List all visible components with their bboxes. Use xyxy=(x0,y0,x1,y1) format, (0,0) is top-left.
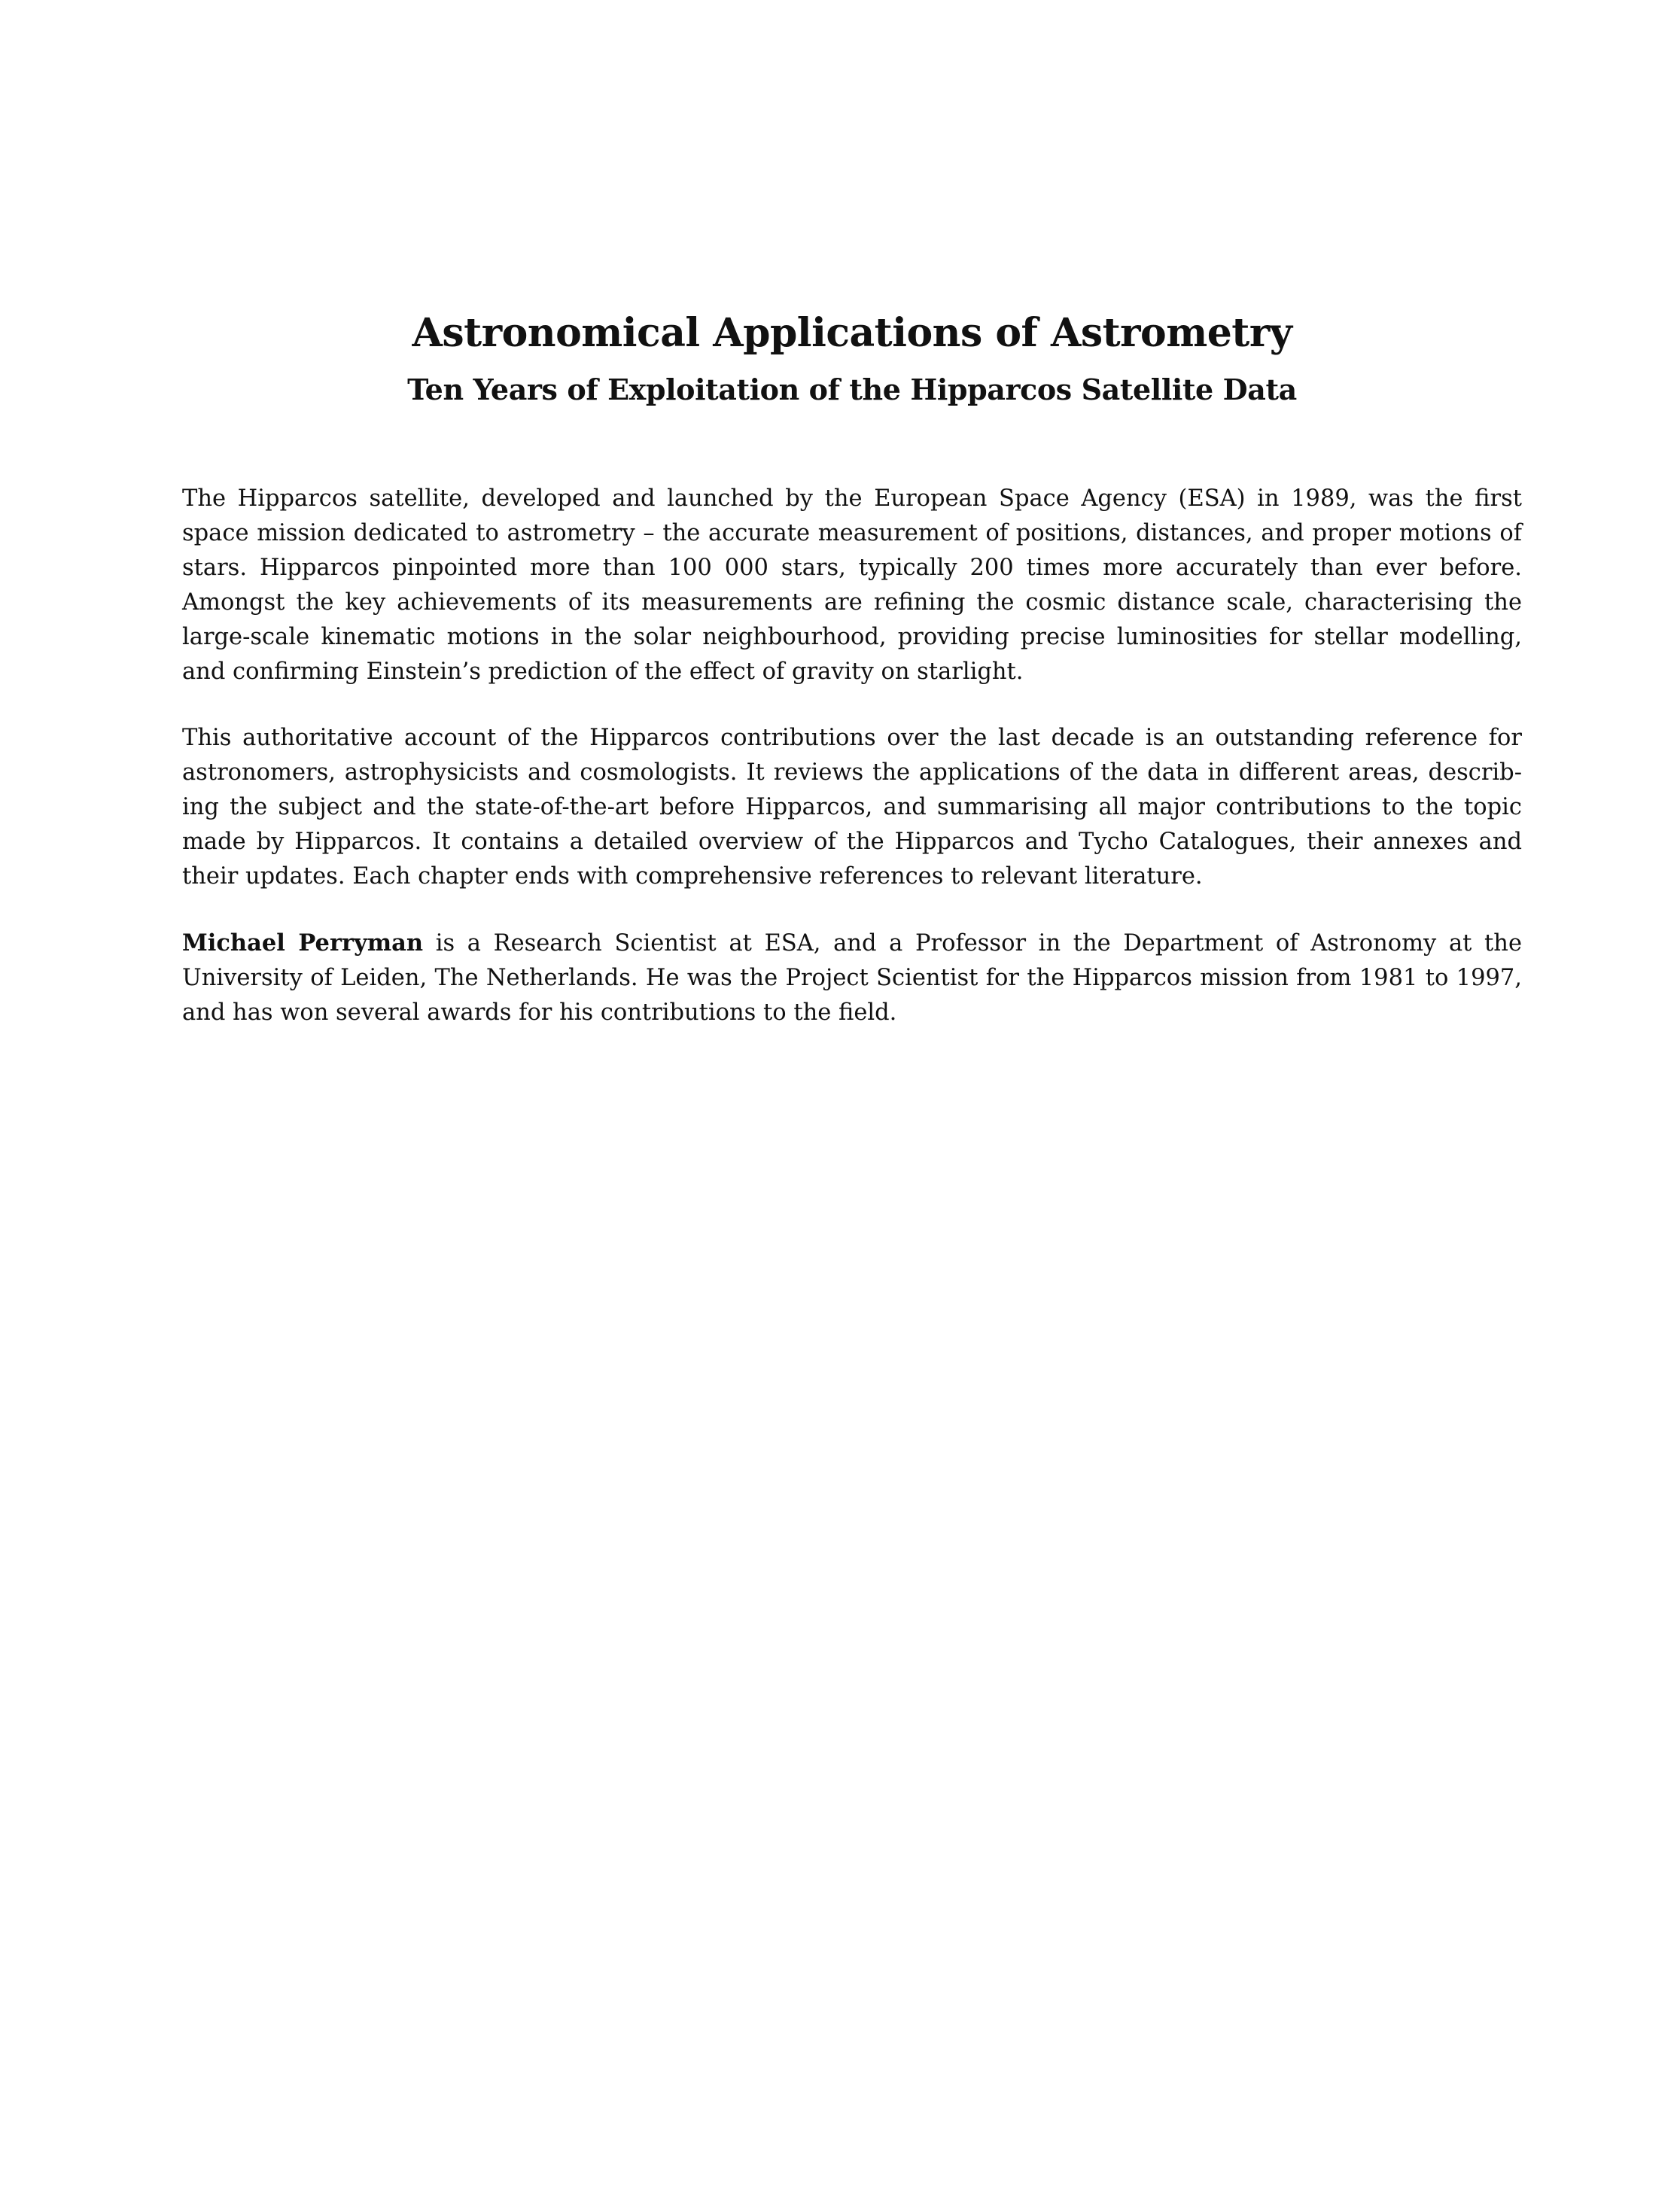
author-name: Michael Perryman xyxy=(182,929,424,957)
description-paragraph-2: This authoritative account of the Hipparcos contributions over the last decade is an outstanding reference for astronomers, astrophysicists and cosmologists. It reviews the applications of the data in different areas, describing the subject and the state-of-the-art before Hipparcos, and summarising all major contributions to the topic made by Hipparcos. It contains a detailed overview of the Hipparcos and Tycho Catalogues, their annexes and their updates. Each chapter ends with comprehensive references to relevant literature. xyxy=(182,725,1522,890)
book-subtitle: Ten Years of Exploitation of the Hipparcos Satellite Data xyxy=(407,373,1297,406)
author-bio: is a Research Scientist at ESA, and a Professor in the Department of Astronomy at the University of Leiden, The Netherlands. He was the Project Scientist for the Hipparcos mission from 1981 to 1997, and has won several awards for his contributions to the field. xyxy=(182,930,1522,1026)
author-paragraph xyxy=(182,926,1522,1030)
description-paragraph-1: The Hipparcos satellite, developed and launched by the European Space Agency (ESA) in 1989, was the first space mission dedicated to astrometry – the accurate measurement of positions, distances, and proper motions of stars. Hipparcos pinpointed more than 100 000 stars, typically 200 times more accurately than ever before. Amongst the key achievements of its measurements are refining the cosmic distance scale, characterising the large-scale kinematic motions in the solar neighbourhood, providing precise luminosities for stellar modelling, and confirming Einstein’s prediction of the effect of gravity on starlight. xyxy=(182,485,1522,685)
book-title: Astronomical Applications of Astrometry xyxy=(412,310,1292,356)
